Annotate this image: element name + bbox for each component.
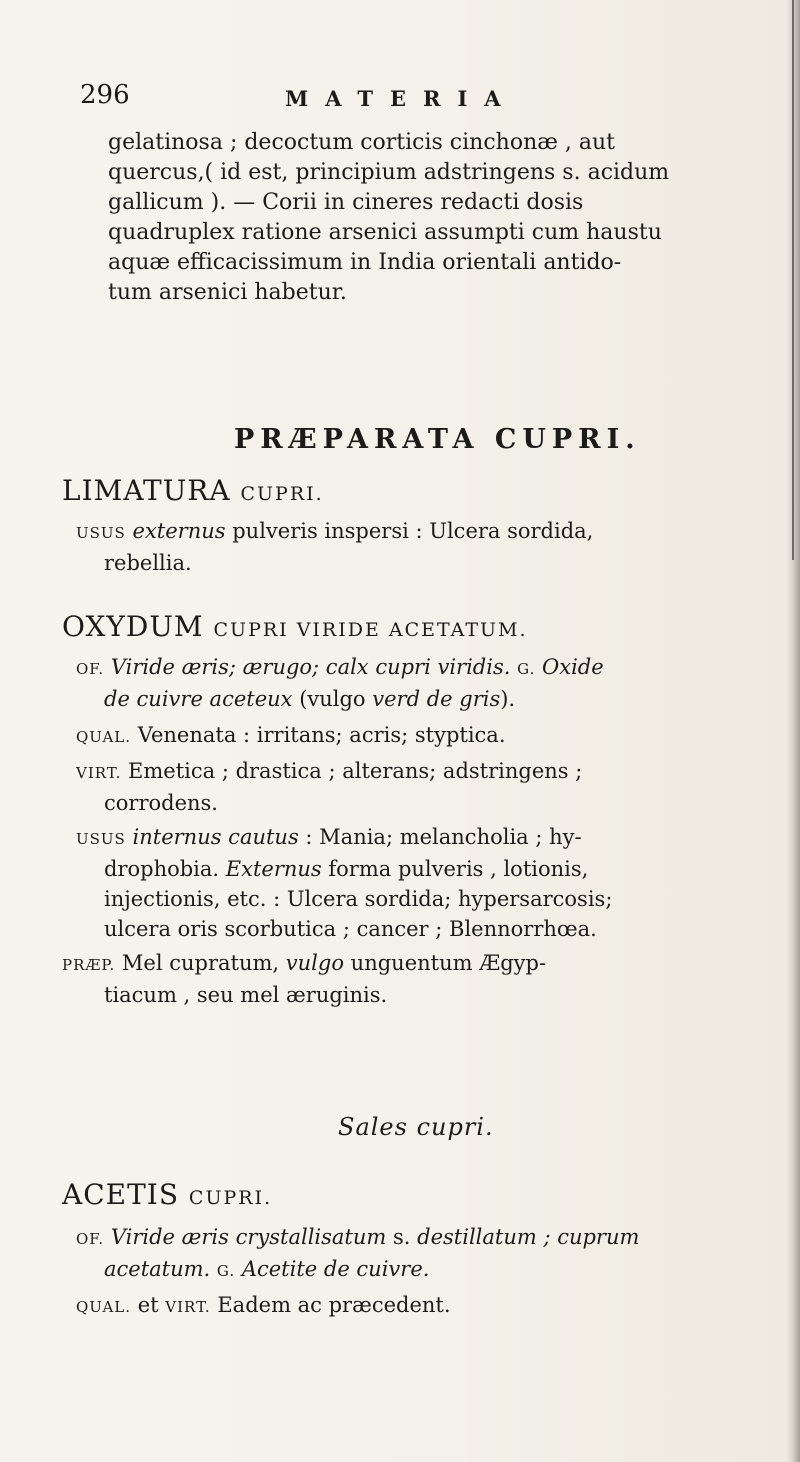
of-text: s. xyxy=(393,1225,411,1249)
of-label: OF. xyxy=(76,1230,105,1248)
entry-heading-limatura xyxy=(62,474,324,507)
intro-paragraph xyxy=(108,128,788,308)
entry-name: ACETIS xyxy=(62,1178,180,1211)
usus-continuation xyxy=(76,854,796,884)
qual-paragraph-oxydum xyxy=(76,720,796,752)
entry-heading-oxydum xyxy=(62,610,528,643)
praep-text-2: unguentum Ægyp- xyxy=(350,951,547,975)
intro-line: quadruplex ratione arsenici assumpti cum haustu xyxy=(108,220,662,245)
of-italic-2: destillatum ; cuprum xyxy=(417,1225,640,1249)
entry-heading-acetis xyxy=(62,1178,272,1211)
virt-label: VIRT. xyxy=(76,764,122,782)
entry-genitive: CUPRI VIRIDE ACETATUM. xyxy=(213,619,528,641)
of-cont-italic: acetatum. xyxy=(104,1257,211,1281)
running-header xyxy=(80,80,780,120)
usus-paragraph-limatura xyxy=(76,516,796,578)
g-label: G. xyxy=(216,1262,236,1280)
sales-heading: Sales cupri. xyxy=(338,1113,494,1141)
page-number: 296 xyxy=(80,80,130,110)
usus-italic: externus xyxy=(132,519,226,543)
of-paragraph-acetis xyxy=(76,1222,796,1286)
virt-paragraph-oxydum xyxy=(76,756,796,818)
praep-italic: vulgo xyxy=(285,951,344,975)
entry-name: OXYDUM xyxy=(62,610,204,643)
g-label: G. xyxy=(517,660,536,678)
of-italic: Viride æris; ærugo; calx cupri viridis. xyxy=(110,655,511,679)
g-italic-3: verd de gris xyxy=(372,687,501,711)
entry-genitive: CUPRI. xyxy=(188,1187,273,1209)
g-italic: Oxide xyxy=(542,655,604,679)
of-continuation xyxy=(76,684,796,714)
usus-text: pulveris inspersi : Ulcera sordida, xyxy=(232,519,594,543)
usus-continuation: rebellia. xyxy=(104,551,192,575)
g-italic: Acetite de cuivre. xyxy=(241,1257,430,1281)
g-end: ). xyxy=(500,687,516,711)
usus-continuation: injectionis, etc. : Ulcera sordida; hypersarcosis; xyxy=(104,887,613,911)
praep-paragraph-oxydum xyxy=(62,948,782,1010)
usus-label: USUS xyxy=(76,524,126,542)
usus-paragraph-oxydum xyxy=(76,822,796,944)
section-title: PRÆPARATA CUPRI. xyxy=(234,424,641,455)
intro-line: tum arsenici habetur. xyxy=(108,280,347,305)
of-continuation xyxy=(76,1254,796,1286)
intro-line: gelatinosa ; decoctum corticis cinchonæ , aut xyxy=(108,130,616,155)
praep-continuation: tiacum , seu mel æruginis. xyxy=(104,983,388,1007)
praep-label: PRÆP. xyxy=(62,956,116,974)
qual-label: QUAL. xyxy=(76,728,132,746)
of-paragraph-oxydum xyxy=(76,652,796,714)
virt-continuation: corrodens. xyxy=(104,791,218,815)
entry-genitive: CUPRI. xyxy=(240,483,324,505)
usus-label: USUS xyxy=(76,830,126,848)
intro-line: gallicum ). — Corii in cineres redacti dosis xyxy=(108,190,584,215)
g-text: (vulgo xyxy=(299,687,366,711)
intro-line: aquæ efficacissimum in India orientali antido- xyxy=(108,250,622,275)
qual-label: QUAL. xyxy=(76,1298,132,1316)
praep-text: Mel cupratum, xyxy=(121,951,280,975)
intro-line: quercus,( id est, principium adstringens s. acidum xyxy=(108,160,670,185)
binding-line xyxy=(792,0,794,560)
qual-paragraph-acetis xyxy=(76,1290,796,1322)
usus-italic-2: Externus xyxy=(225,857,322,881)
virt-text: Emetica ; drastica ; alterans; adstringens ; xyxy=(128,759,583,783)
qual-text: Venenata : irritans; acris; styptica. xyxy=(137,723,506,747)
of-italic: Viride æris crystallisatum xyxy=(110,1225,387,1249)
usus-continuation: ulcera oris scorbutica ; cancer ; Blennorrhœa. xyxy=(104,917,597,941)
qual-mid: et xyxy=(137,1293,159,1317)
of-label: OF. xyxy=(76,660,105,678)
virt-label: VIRT. xyxy=(165,1298,211,1316)
usus-cont-1: drophobia. xyxy=(104,857,220,881)
qual-text: Eadem ac præcedent. xyxy=(217,1293,451,1317)
usus-text: : Mania; melancholia ; hy- xyxy=(305,825,582,849)
running-title: MATERIA xyxy=(285,86,518,111)
entry-name: LIMATURA xyxy=(62,474,231,507)
usus-italic: internus cautus xyxy=(132,825,299,849)
usus-cont-1b: forma pulveris , lotionis, xyxy=(328,857,589,881)
g-italic-2: de cuivre aceteux xyxy=(104,687,293,711)
